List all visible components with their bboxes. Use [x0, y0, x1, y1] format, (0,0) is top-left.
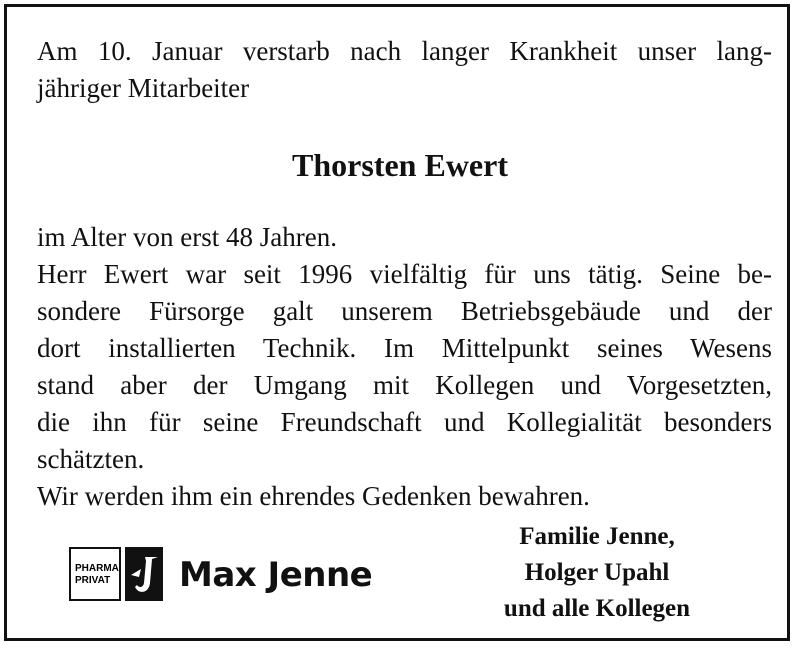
deceased-name: Thorsten Ewert: [292, 147, 508, 183]
body-line: sondere Fürsorge galt unserem Betriebsgebäude und der: [37, 296, 772, 326]
stylized-j-icon: [125, 547, 163, 601]
intro-line: jähriger Mitarbeiter: [37, 73, 250, 103]
body-line: schätzten.: [37, 444, 145, 474]
signer-line: Holger Upahl: [524, 559, 670, 586]
signer-line: und alle Kollegen: [503, 595, 691, 622]
signer-line: Familie Jenne,: [519, 523, 675, 550]
signers-block: [437, 519, 757, 627]
pharma-privat-badge: [69, 547, 121, 601]
company-logo: [69, 545, 389, 609]
intro-line: Am 10. Januar verstarb nach langer Krankheit unser lang-: [37, 36, 772, 66]
body-line: im Alter von erst 48 Jahren.: [37, 222, 337, 252]
body-text: [37, 219, 772, 515]
body-line: Wir werden ihm ein ehrendes Gedenken bewahren.: [37, 481, 590, 511]
notice-frame: [4, 4, 790, 641]
body-line: dort installierten Technik. Im Mittelpunkt seines Wesens: [37, 333, 772, 363]
body-line: die ihn für seine Freundschaft und Kollegialität besonders: [37, 407, 772, 437]
badge-line: PHARMA: [75, 563, 119, 574]
intro-text: [37, 33, 772, 107]
badge-line: PRIVAT: [75, 575, 111, 586]
body-line: stand aber der Umgang mit Kollegen und Vorgesetzten,: [37, 370, 772, 400]
company-name: Max Jenne: [179, 555, 373, 595]
body-line: Herr Ewert war seit 1996 vielfältig für uns tätig. Seine be-: [37, 259, 772, 289]
